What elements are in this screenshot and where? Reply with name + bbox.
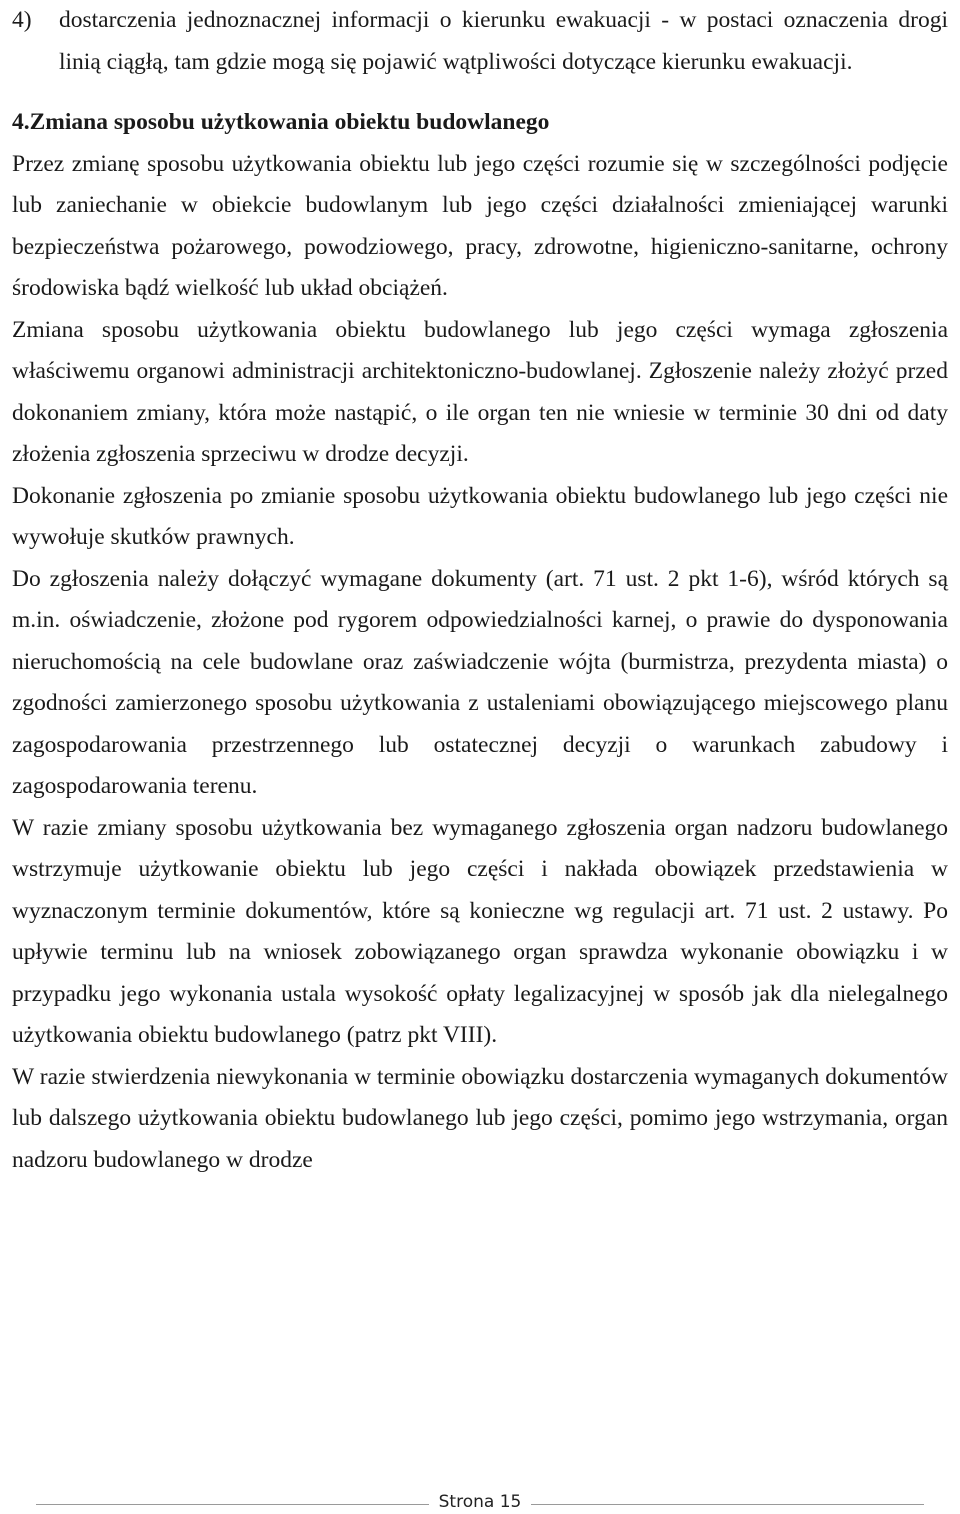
list-item	[12, 0, 948, 83]
paragraph: Do zgłoszenia należy dołączyć wymagane dokumenty (art. 71 ust. 2 pkt 1-6), wśród których są m.in. oświadczenie, złożone pod rygorem odpowiedzialności karnej, o prawie do dysponowania nieruchomością na cele budowlane oraz zaświadczenie wójta (burmistrza, prezydenta miasta) o zgodności zamierzonego sposobu użytkowania z ustaleniami obowiązującego miejscowego planu zagospodarowania przestrzennego lub ostatecznej decyzji o warunkach zabudowy i zagospodarowania terenu.	[12, 565, 948, 799]
paragraph: Zmiana sposobu użytkowania obiektu budowlanego lub jego części wymaga zgłoszenia właściwemu organowi administracji architektoniczno-budowlanej. Zgłoszenie należy złożyć przed dokonaniem zmiany, która może nastąpić, o ile organ ten nie wniesie w terminie 30 dni od daty złożenia zgłoszenia sprzeciwu w drodze decyzji.	[12, 316, 948, 467]
list-item-text: dostarczenia jednoznacznej informacji o kierunku ewakuacji - w postaci oznaczenia drogi linią ciągłą, tam gdzie mogą się pojawić wątpliwości dotyczące kierunku ewakuacji.	[59, 7, 948, 75]
paragraph: Dokonanie zgłoszenia po zmianie sposobu użytkowania obiektu budowlanego lub jego części nie wywołuje skutków prawnych.	[12, 482, 948, 550]
list-item-number: 4)	[12, 7, 32, 33]
paragraph: W razie zmiany sposobu użytkowania bez wymaganego zgłoszenia organ nadzoru budowlanego wstrzymuje użytkowanie obiektu lub jego części i nakłada obowiązek przedstawienia w wyznaczonym terminie dokumentów, które są konieczne wg regulacji art. 71 ust. 2 ustawy. Po upływie terminu lub na wniosek zobowiązanego organ sprawdza wykonanie obowiązku i w przypadku jego wykonania ustala wysokość opłaty legalizacyjnej w sposób jak dla nielegalnego użytkowania obiektu budowlanego (patrz pkt VIII).	[12, 814, 948, 1048]
page-footer	[0, 1491, 960, 1513]
page-number: Strona 15	[429, 1492, 532, 1512]
document-page	[12, 0, 948, 1181]
paragraph: Przez zmianę sposobu użytkowania obiektu lub jego części rozumie się w szczególności podjęcie lub zaniechanie w obiekcie budowlanym lub jego części działalności zmieniającej warunki bezpieczeństwa pożarowego, powodziowego, pracy, zdrowotne, higieniczno-sanitarne, ochrony środowiska bądź wielkość lub układ obciążeń.	[12, 150, 948, 301]
paragraph: W razie stwierdzenia niewykonania w terminie obowiązku dostarczenia wymaganych dokumentów lub dalszego użytkowania obiektu budowlanego lub jego części, pomimo jego wstrzymania, organ nadzoru budowlanego w drodze	[12, 1063, 948, 1173]
section-heading: 4.Zmiana sposobu użytkowania obiektu budowlanego	[12, 109, 550, 135]
